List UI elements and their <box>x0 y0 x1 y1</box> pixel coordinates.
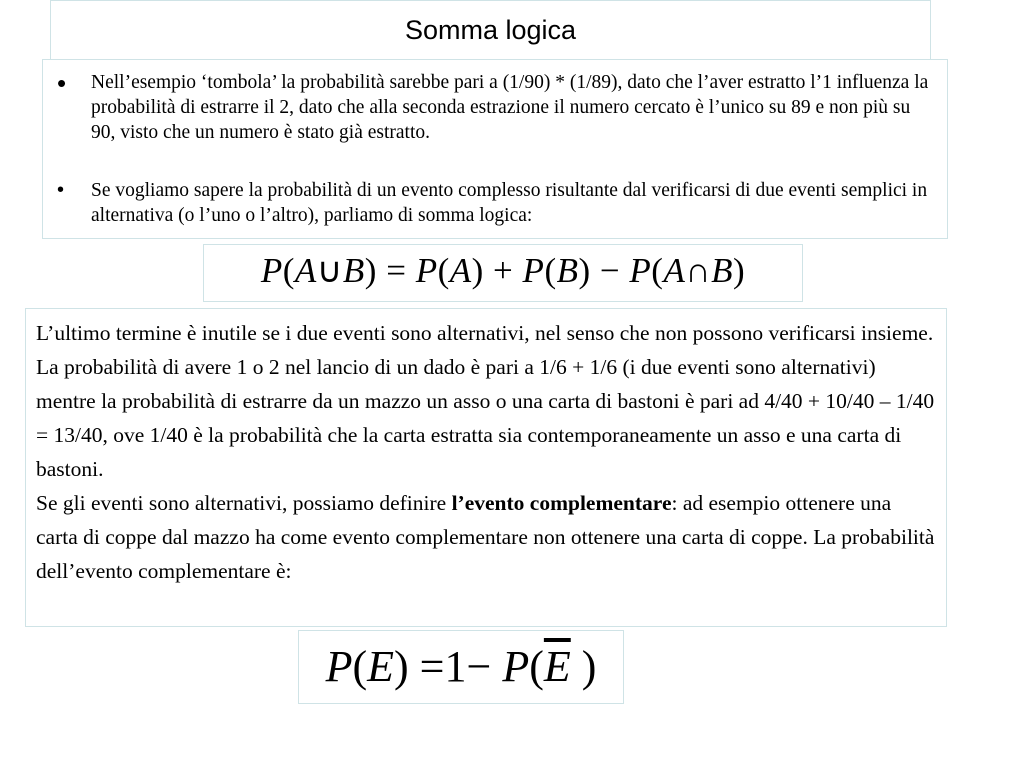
formula-symbol: A <box>294 251 317 290</box>
formula-symbol: ( <box>529 642 544 691</box>
title-box <box>50 0 931 60</box>
bullet-text: Se vogliamo sapere la probabilità di un evento complesso risultante dal verificarsi di due eventi semplici in alternativa (o l’uno o l’altro), parliamo di somma logica: <box>91 180 928 226</box>
plus-sign: + <box>493 251 514 290</box>
formula-symbol: ( <box>282 251 295 290</box>
formula-symbol: B <box>711 251 733 290</box>
formula-symbol: A <box>663 251 686 290</box>
formula-symbol: ) <box>733 251 746 290</box>
formula-symbol: ) <box>581 642 597 691</box>
union-formula-box <box>203 244 803 302</box>
formula-symbol: ( <box>437 251 450 290</box>
bullet-item <box>57 68 933 145</box>
equals-sign: = <box>419 642 445 691</box>
explanation-paragraph <box>36 316 938 588</box>
equals-sign: = <box>386 251 407 290</box>
minus-sign: − <box>599 251 621 290</box>
formula-symbol: ) <box>471 251 484 290</box>
formula-symbol: A <box>449 251 472 290</box>
complement-probability-formula <box>299 641 623 692</box>
bullet-item <box>57 178 933 228</box>
explanation-box <box>25 308 947 627</box>
formula-symbol: ) <box>394 642 409 691</box>
formula-symbol: P <box>502 642 530 691</box>
paragraph-text: : ad esempio ottenere una carta di coppe dal mazzo ha come evento complementare non ottenere una carta di coppe. La probabilità dell’evento complementare è: <box>36 491 935 583</box>
formula-symbol: P <box>415 251 438 290</box>
union-symbol: ∪ <box>316 251 343 290</box>
formula-symbol: ( <box>352 642 368 691</box>
bullet-list-box <box>42 59 948 239</box>
formula-symbol: B <box>342 251 365 290</box>
formula-symbol: P <box>522 251 545 290</box>
formula-symbol: B <box>556 251 579 290</box>
formula-symbol: P <box>629 251 652 290</box>
formula-symbol: ) <box>578 251 591 290</box>
bullet-marker: • <box>57 68 67 98</box>
formula-symbol: ( <box>651 251 664 290</box>
slide-title: Somma logica <box>404 15 577 45</box>
bold-term: l’evento complementare <box>451 491 672 515</box>
intersection-symbol: ∩ <box>685 251 712 290</box>
bullet-text: Nell’esempio ‘tombola’ la probabilità sarebbe pari a (1/90) * (1/89), dato che l’aver estratto l’1 influenza la probabilità di estrarre il 2, dato che alla seconda estrazione il numero cercato è l’unico su 89 e non più su 90, visto che un numero è stato già estratto. <box>91 72 929 143</box>
paragraph-text: L’ultimo termine è inutile se i due eventi sono alternativi, nel senso che non possono verificarsi insieme. La probabilità di avere 1 o 2 nel lancio di un dado è pari a 1/6 + 1/6 (i due eventi sono alternativi) mentre la probabilità di estrarre da un mazzo un asso o una carta di bastoni è pari ad 4/40 + 10/40 – 1/40 = 13/40, ove 1/40 è la probabilità che la carta estratta sia contemporaneamente un asso e una carta di bastoni. <box>36 321 935 481</box>
paragraph-text: Se gli eventi sono alternativi, possiamo definire <box>36 491 452 515</box>
formula-symbol: P <box>325 642 353 691</box>
complement-event-symbol: $\overline{E}$ <box>543 642 571 691</box>
formula-symbol: ( <box>544 251 557 290</box>
formula-symbol: E <box>367 642 395 691</box>
formula-symbol: 1 <box>444 642 467 691</box>
formula-symbol: P <box>260 251 283 290</box>
complement-formula-box <box>298 630 624 704</box>
bullet-marker: • <box>57 179 65 201</box>
minus-sign: − <box>466 642 492 691</box>
formula-symbol: ) <box>364 251 377 290</box>
union-probability-formula <box>204 251 802 291</box>
